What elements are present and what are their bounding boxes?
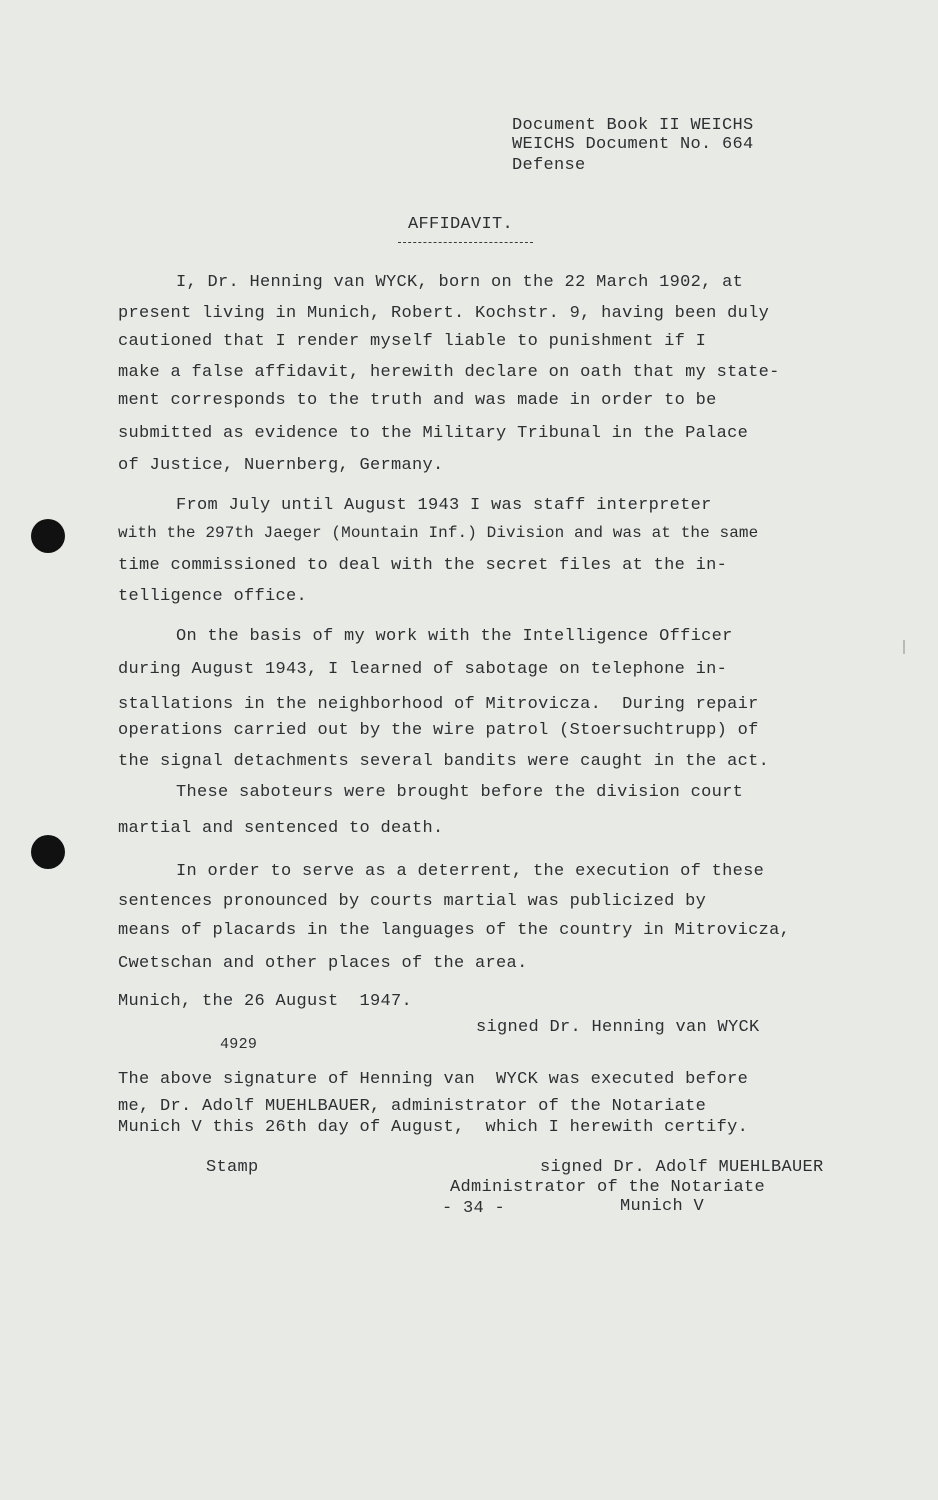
text-line: with the 297th Jaeger (Mountain Inf.) Division and was at the same: [118, 524, 759, 542]
text-line: stallations in the neighborhood of Mitrovicza. During repair: [118, 695, 759, 714]
text-line: I, Dr. Henning van WYCK, born on the 22 March 1902, at: [176, 273, 744, 292]
text-line: means of placards in the languages of the country in Mitrovicza,: [118, 921, 791, 940]
text-line: during August 1943, I learned of sabotage on telephone in-: [118, 660, 728, 679]
header-line-2: WEICHS Document No. 664: [512, 135, 754, 154]
title-underline: [398, 242, 533, 244]
text-line: ment corresponds to the truth and was made in order to be: [118, 391, 717, 410]
punch-hole-upper: [31, 519, 65, 553]
text-line: me, Dr. Adolf MUEHLBAUER, administrator of the Notariate: [118, 1097, 707, 1116]
text-line: martial and sentenced to death.: [118, 819, 444, 838]
text-line: present living in Munich, Robert. Kochstr. 9, having been duly: [118, 304, 770, 323]
text-line: The above signature of Henning van WYCK was executed before: [118, 1070, 749, 1089]
text-line: the signal detachments several bandits were caught in the act.: [118, 752, 770, 771]
notary-signature-line-2: Administrator of the Notariate: [450, 1178, 766, 1197]
text-line: time commissioned to deal with the secret files at the in-: [118, 556, 728, 575]
text-line: From July until August 1943 I was staff interpreter: [176, 496, 712, 515]
text-line: In order to serve as a deterrent, the execution of these: [176, 862, 765, 881]
document-title: AFFIDAVIT.: [408, 215, 514, 234]
text-line: These saboteurs were brought before the division court: [176, 783, 744, 802]
stamp-label: Stamp: [206, 1158, 259, 1177]
text-line: telligence office.: [118, 587, 308, 606]
text-line: On the basis of my work with the Intelligence Officer: [176, 627, 733, 646]
text-line: make a false affidavit, herewith declare on oath that my state-: [118, 363, 780, 382]
text-line: sentences pronounced by courts martial was publicized by: [118, 892, 707, 911]
text-line: cautioned that I render myself liable to punishment if I: [118, 332, 707, 351]
text-line: of Justice, Nuernberg, Germany.: [118, 456, 444, 475]
paper-mark: [903, 640, 905, 654]
punch-hole-lower: [31, 835, 65, 869]
text-line: Munich V this 26th day of August, which I herewith certify.: [118, 1118, 749, 1137]
text-line: Cwetschan and other places of the area.: [118, 954, 528, 973]
text-line: operations carried out by the wire patrol (Stoersuchtrupp) of: [118, 721, 759, 740]
header-line-3: Defense: [512, 156, 586, 175]
notary-signature-line-1: signed Dr. Adolf MUEHLBAUER: [540, 1158, 824, 1177]
text-line: submitted as evidence to the Military Tribunal in the Palace: [118, 424, 749, 443]
document-number: 4929: [220, 1036, 258, 1053]
notary-signature-line-3: Munich V: [620, 1197, 705, 1216]
header-line-1: Document Book II WEICHS: [512, 116, 754, 135]
page-number: - 34 -: [442, 1199, 506, 1218]
dateline: Munich, the 26 August 1947.: [118, 992, 413, 1011]
signature-wyck: signed Dr. Henning van WYCK: [476, 1018, 760, 1037]
